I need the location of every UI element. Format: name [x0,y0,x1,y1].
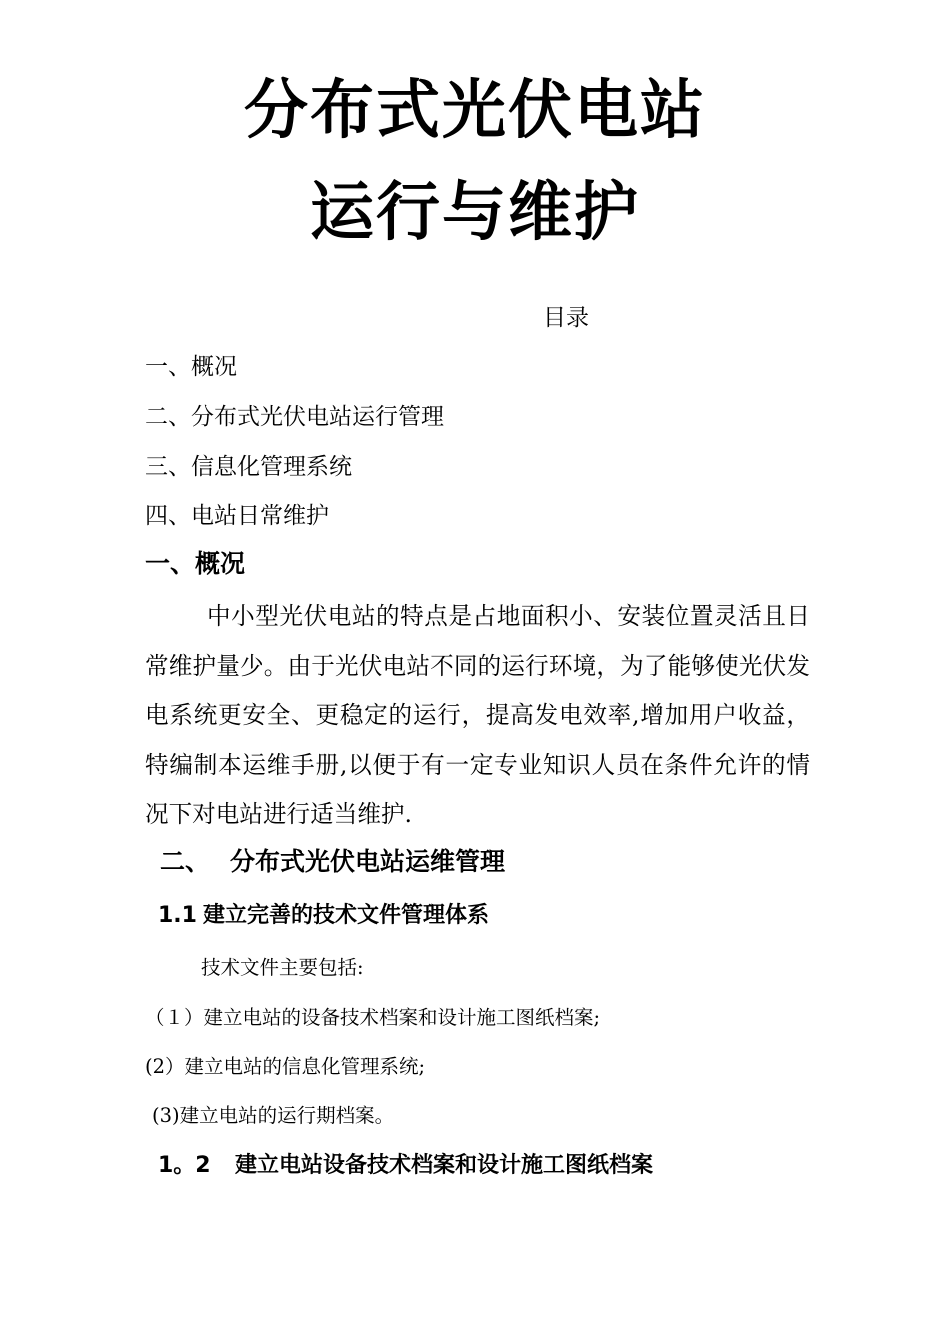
tech-docs-intro: 技术文件主要包括: [201,956,364,979]
toc-item-2: 二、分布式光伏电站运行管理 [145,404,444,430]
tech-docs-item-2: (2）建立电站的信息化管理系统; [145,1055,426,1078]
tech-docs-item-3: (3)建立电站的运行期档案。 [152,1104,395,1127]
toc-item-4: 四、电站日常维护 [145,503,329,529]
subsection-1-2-title: 建立电站设备技术档案和设计施工图纸档案 [235,1153,654,1178]
toc-item-3: 三、信息化管理系统 [145,454,352,480]
section1-paragraph: 中小型光伏电站的特点是占地面积小、安装位置灵活且日常维护量少。由于光伏电站不同的运行环境，为了能够使光伏发电系统更安全、更稳定的运行，提高发电效率,增加用户收益，特编制本运维手册,以便于有一定专业知识人员在条件允许的情况下对电站进行适当维护. [145,602,810,828]
tech-docs-item-1: （１）建立电站的设备技术档案和设计施工图纸档案; [145,1006,601,1029]
toc-item-1: 一、概况 [145,354,237,380]
document-title-line2: 运行与维护 [310,176,640,250]
subsection-1-1-title: 建立完善的技术文件管理体系 [203,903,490,928]
document-title-line1: 分布式光伏电站 [244,74,706,148]
subsection-1-2-number: 1。2 [158,1153,211,1178]
subsection-1-1-number: 1.1 [158,903,197,928]
section2-heading-text: 分布式光伏电站运维管理 [230,847,506,876]
section2-heading-number: 二、 [160,847,211,876]
section1-heading: 一、概况 [145,549,246,578]
toc-heading: 目录 [543,305,589,331]
